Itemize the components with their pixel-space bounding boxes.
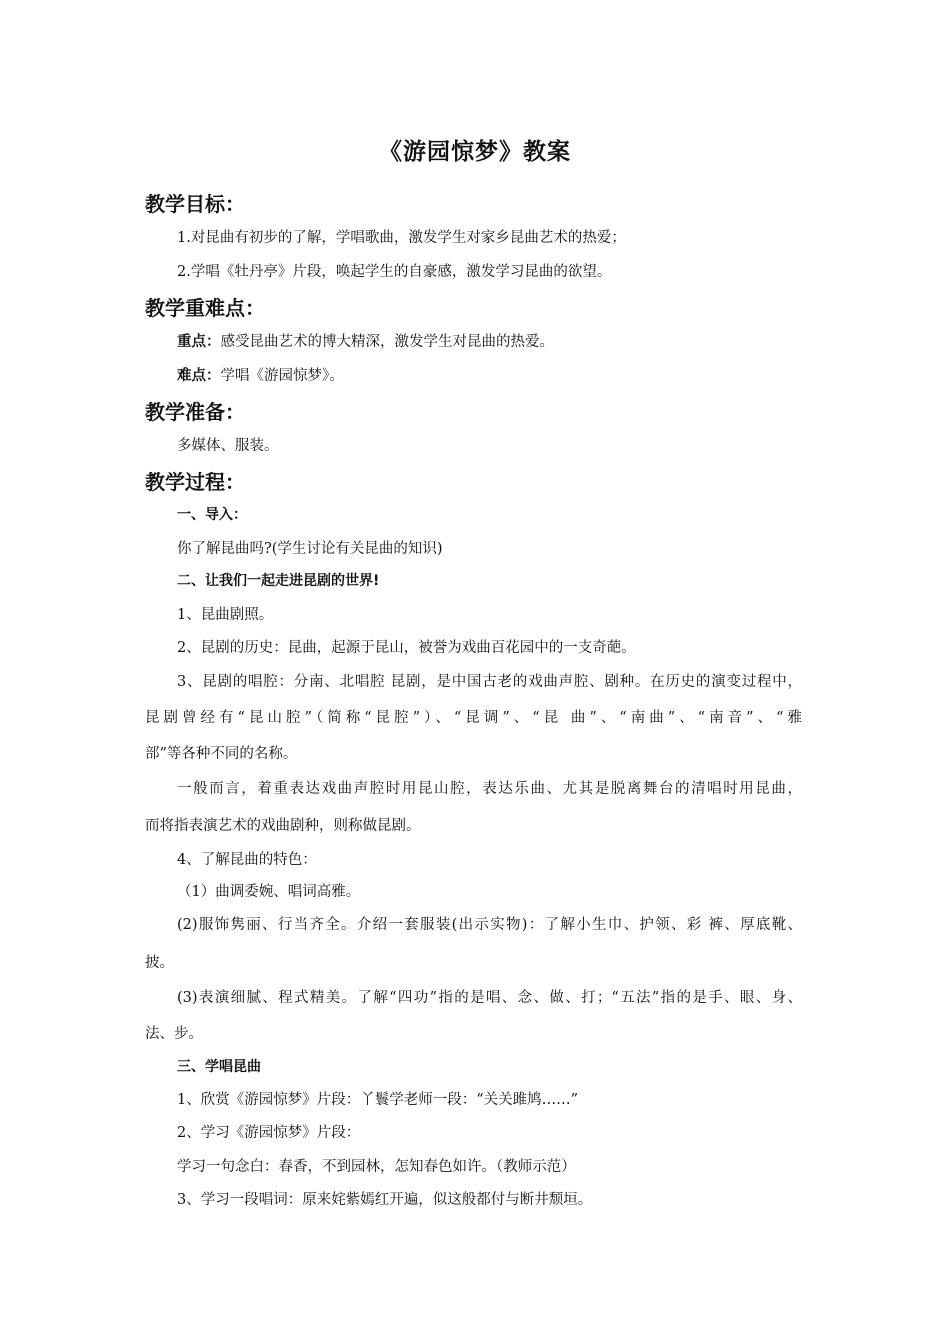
- preparation-text: 多媒体、服装。: [177, 438, 279, 454]
- part2-line-2: 2、昆剧的历史：昆曲，起源于昆山，被誉为戏曲百花园中的一支奇葩。: [177, 640, 636, 656]
- goal-item-2: 2.学唱《牡丹亭》片段，唤起学生的自豪感，激发学习昆曲的欲望。: [177, 264, 612, 280]
- difficulty-line: [177, 364, 344, 385]
- part3-line-4: 3、学习一段唱词：原来姹紫嫣红开遍，似这般都付与断井颓垣。: [177, 1192, 593, 1208]
- part2-line-1: 1、昆曲剧照。: [177, 607, 274, 623]
- part3-title: 三、学唱昆曲: [177, 1059, 261, 1075]
- heading-preparation: 教学准备：: [145, 400, 245, 424]
- part2-line-8b: 法、步。: [145, 1026, 203, 1042]
- part3-line-3: 学习一句念白：春香，不到园林，怎知春色如许。（教师示范）: [177, 1159, 576, 1175]
- heading-goals: 教学目标：: [145, 192, 245, 216]
- key-point-text: 感受昆曲艺术的博大精深，激发学生对昆曲的热爱。: [220, 334, 554, 350]
- part2-line-6: （1）曲调委婉、唱词高雅。: [177, 884, 361, 900]
- difficulty-label: 难点：: [177, 368, 221, 384]
- heading-key-points: 教学重难点：: [145, 296, 265, 320]
- part2-line-8a: (3)表演细腻、程式精美。了解“四功”指的是唱、念、做、打；“五法”指的是手、眼、身、: [177, 990, 802, 1006]
- part3-line-1: 1、欣赏《游园惊梦》片段：丫鬟学老师一段：“关关雎鸠……”: [177, 1092, 579, 1108]
- part2-line-3c: 部”等各种不同的名称。: [145, 746, 298, 762]
- part1-text: 你了解昆曲吗?(学生讨论有关昆曲的知识): [177, 541, 443, 557]
- part2-line-4b: 而将指表演艺术的戏曲剧种，则称做昆剧。: [145, 818, 421, 834]
- key-point-line: [177, 330, 554, 351]
- part2-line-5: 4、了解昆曲的特色：: [177, 852, 317, 868]
- part3-line-2: 2、学习《游园惊梦》片段：: [177, 1125, 361, 1141]
- difficulty-text: 学唱《游园惊梦》。: [220, 368, 344, 384]
- key-point-label: 重点：: [177, 334, 221, 350]
- part2-line-3b: 昆剧曾经有“昆山腔”（简称“昆腔”）、“昆调”、“昆 曲”、“南曲”、“南音”、“雅: [145, 710, 802, 726]
- part2-line-4a: 一般而言，着重表达戏曲声腔时用昆山腔，表达乐曲、尤其是脱离舞台的清唱时用昆曲，: [177, 781, 802, 797]
- document-title: 《游园惊梦》教案: [379, 139, 571, 165]
- goal-item-1: 1.对昆曲有初步的了解，学唱歌曲，激发学生对家乡昆曲艺术的热爱；: [177, 230, 626, 246]
- part1-title: 一、导入：: [177, 507, 247, 523]
- part2-line-7a: (2)服饰隽丽、行当齐全。介绍一套服装(出示实物)：了解小生巾、护领、彩 裤、厚底靴、: [177, 917, 802, 933]
- part2-line-7b: 披。: [145, 955, 174, 971]
- part2-line-3a: 3、昆剧的唱腔：分南、北唱腔 昆剧，是中国古老的戏曲声腔、剧种。在历史的演变过程中，: [177, 674, 802, 690]
- part2-title: 二、让我们一起走进昆剧的世界!: [177, 573, 380, 589]
- heading-process: 教学过程：: [145, 470, 245, 494]
